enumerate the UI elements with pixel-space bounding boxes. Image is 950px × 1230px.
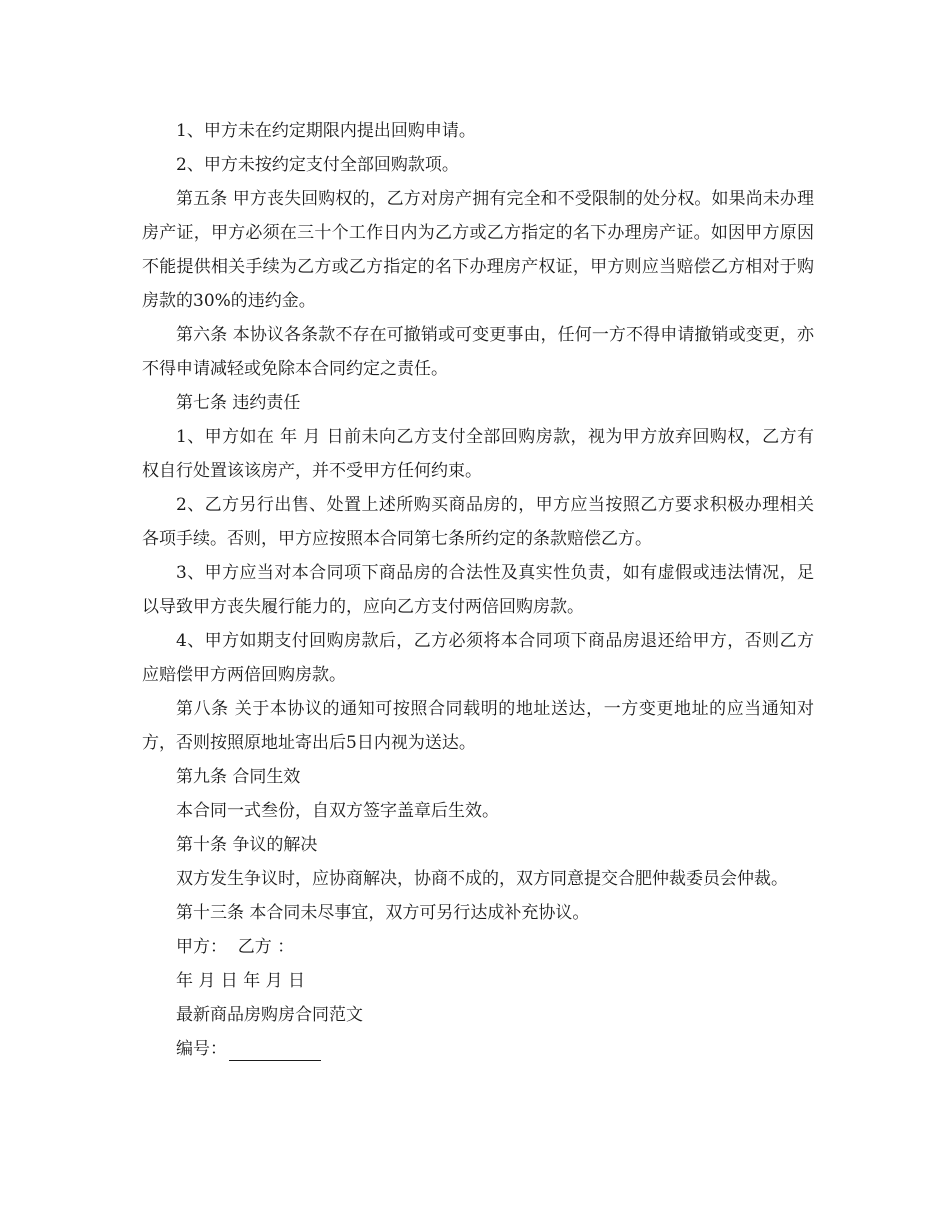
contract-number-blank (229, 1038, 321, 1061)
contract-number-line (142, 1032, 814, 1066)
contract-number-label: 编号： (176, 1039, 227, 1059)
paragraph-clause-8: 第八条 关于本协议的通知可按照合同载明的地址送达，一方变更地址的应当通知对方，否则按照原地址寄出后5日内视为送达。 (142, 699, 814, 753)
paragraph-clause-4-item-1: 1、甲方未在约定期限内提出回购申请。 (176, 121, 476, 141)
paragraph-clause-7-item-4: 4、甲方如期支付回购房款后，乙方必须将本合同项下商品房退还给甲方，否则乙方应赔偿甲方两倍回购房款。 (142, 631, 814, 685)
paragraph-clause-7-item-1: 1、甲方如在 年 月 日前未向乙方支付全部回购房款，视为甲方放弃回购权，乙方有权自行处置该该房产，并不受甲方任何约束。 (142, 427, 814, 481)
paragraph-clause-7-item-2: 2、乙方另行出售、处置上述所购买商品房的，甲方应当按照乙方要求积极办理相关各项手续。否则，甲方应按照本合同第七条所约定的条款赔偿乙方。 (142, 495, 814, 549)
paragraph-clause-7-item-3: 3、甲方应当对本合同项下商品房的合法性及真实性负责，如有虚假或违法情况，足以导致甲方丧失履行能力的，应向乙方支付两倍回购房款。 (142, 563, 814, 617)
heading-clause-9: 第九条 合同生效 (176, 767, 301, 787)
heading-clause-7: 第七条 违约责任 (176, 393, 301, 413)
paragraph-clause-9: 本合同一式叁份，自双方签字盖章后生效。 (176, 801, 499, 821)
paragraph-clause-10: 双方发生争议时，应协商解决，协商不成的，双方同意提交合肥仲裁委员会仲裁。 (176, 869, 788, 889)
paragraph-clause-4-item-2: 2、甲方未按约定支付全部回购款项。 (176, 155, 459, 175)
paragraph-clause-13: 第十三条 本合同未尽事宜，双方可另行达成补充协议。 (176, 903, 590, 923)
paragraph-clause-6: 第六条 本协议各条款不存在可撤销或可变更事由，任何一方不得申请撤销或变更，亦不得申请减轻或免除本合同约定之责任。 (142, 325, 814, 379)
next-document-title: 最新商品房购房合同范文 (176, 1005, 363, 1025)
heading-clause-10: 第十条 争议的解决 (176, 835, 318, 855)
signature-parties-line: 甲方： 乙方 ： (176, 937, 295, 957)
paragraph-clause-5: 第五条 甲方丧失回购权的，乙方对房产拥有完全和不受限制的处分权。如果尚未办理房产证，甲方必须在三十个工作日内为乙方或乙方指定的名下办理房产证。如因甲方原因不能提供相关手续为乙方或乙方指定的名下办理房产权证，甲方则应当赔偿乙方相对于购房款的30%的违约金。 (142, 189, 814, 311)
signature-date-line: 年 月 日 年 月 日 (176, 971, 306, 991)
document-body (142, 114, 814, 1066)
